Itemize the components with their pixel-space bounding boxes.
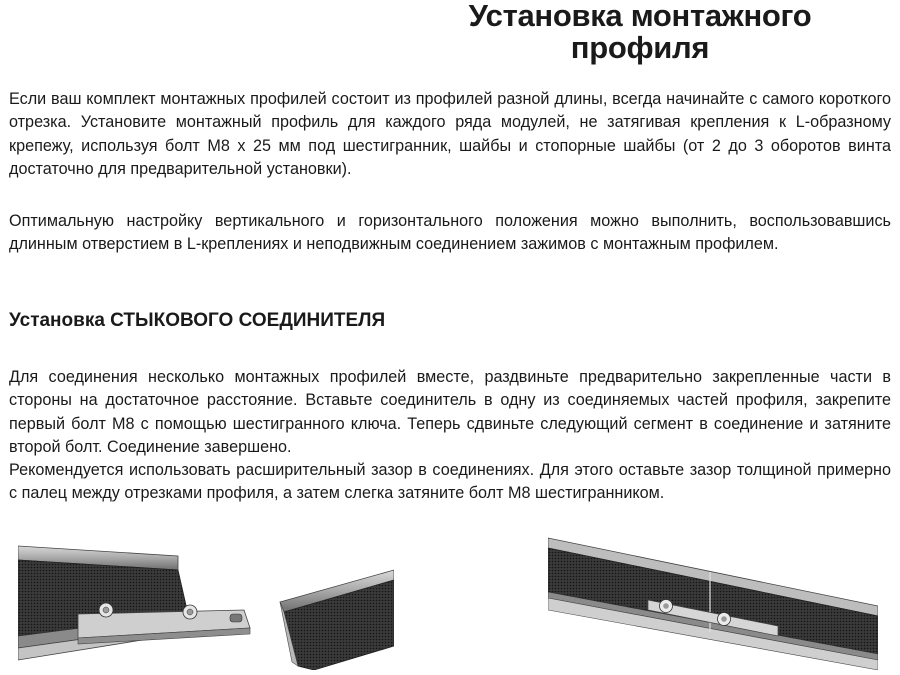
profile-splice-joined-illustration: [548, 536, 878, 670]
intro-paragraph: Если ваш комплект монтажных профилей состоит из профилей разной длины, всегда начинайте с самого короткого отрезка. Установите монтажный профиль для каждого ряда модулей, не затягивая крепления к L-образному крепежу, используя болт M8 x 25 мм под шестигранник, шайбы и стопорные шайбы (от 2 до 3 оборотов винта достаточно для предварительной установки).: [9, 90, 891, 178]
connector-instructions-paragraph: Для соединения несколько монтажных профилей вместе, раздвиньте предварительно закрепленные части в стороны на достаточное расстояние. Вставьте соединитель в одну из соединяемых частей профиля, закрепите первый болт M8 с помощью шестигранного ключа. Теперь сдвиньте следующий сегмент в соединение и затяните второй болт. Соединение завершено.: [9, 368, 891, 456]
title-line-1: Установка монтажного: [468, 0, 812, 33]
page-title: [390, 0, 890, 64]
profile-splice-separated-illustration: [18, 536, 394, 670]
adjustment-paragraph: Оптимальную настройку вертикального и горизонтального положения можно выполнить, воспользовавшись длинным отверстием в L-креплениях и неподвижным соединением зажимов с монтажным профилем.: [9, 212, 891, 254]
expansion-gap-paragraph: Рекомендуется использовать расширительный зазор в соединениях. Для этого оставьте зазор толщиной примерно с палец между отрезками профиля, а затем слегка затяните болт M8 шестигранником.: [9, 461, 891, 503]
section-heading: Установка СТЫКОВОГО СОЕДИНИТЕЛЯ: [9, 310, 386, 331]
title-line-2: профиля: [570, 30, 710, 65]
